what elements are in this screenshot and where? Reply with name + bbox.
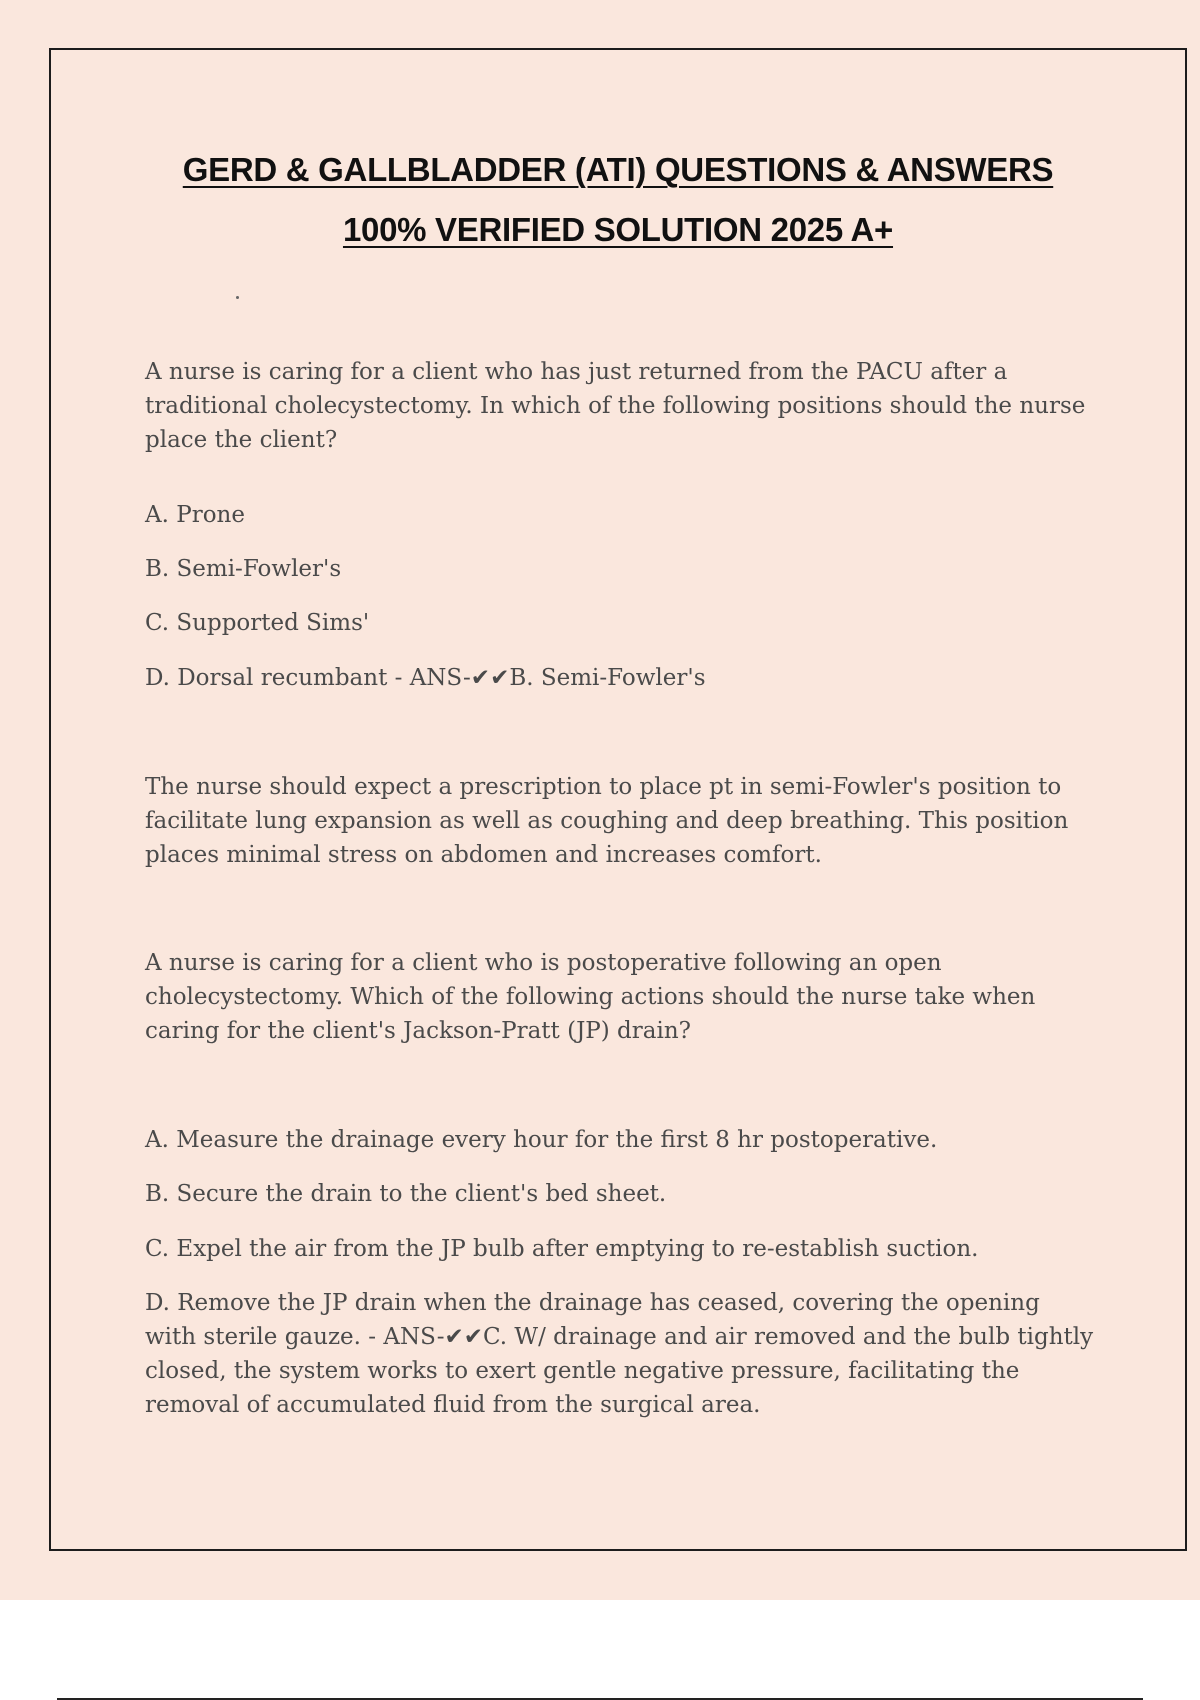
title-line-2: 100% VERIFIED SOLUTION 2025 A+	[342, 211, 894, 248]
question-2-option-b: B. Secure the drain to the client's bed sheet.	[145, 1181, 667, 1207]
question-2-option-a: A. Measure the drainage every hour for the first 8 hr postoperative.	[145, 1127, 938, 1153]
question-1-stem: A nurse is caring for a client who has just returned from the PACU after a traditional cholecystectomy. In which of the following positions should the nurse place the client?	[145, 359, 1086, 453]
question-1-option-a: A. Prone	[145, 502, 245, 528]
question-2-option-d-answer: D. Remove the JP drain when the drainage has ceased, covering the opening with sterile gauze. - ANS-✔✔C. W/ drainage and air removed and the bulb tightly closed, the system works to exert gentle negative pressure, facilitating the removal of accumulated fluid from the surgical area.	[145, 1290, 1094, 1418]
stray-dot	[236, 296, 239, 299]
question-1-rationale: The nurse should expect a prescription to place pt in semi-Fowler's position to facilitate lung expansion as well as coughing and deep breathing. This position places minimal stress on abdomen and increases comfort.	[145, 774, 1069, 868]
title-line-1: GERD & GALLBLADDER (ATI) QUESTIONS & ANSWERS	[182, 151, 1054, 188]
question-1-option-d-answer: D. Dorsal recumbant - ANS-✔✔B. Semi-Fowler's	[145, 665, 706, 691]
question-2-option-c: C. Expel the air from the JP bulb after emptying to re-establish suction.	[145, 1236, 979, 1262]
question-1-option-c: C. Supported Sims'	[145, 610, 370, 636]
document-title	[0, 140, 1200, 260]
question-1-option-b: B. Semi-Fowler's	[145, 556, 342, 582]
question-2-stem: A nurse is caring for a client who is postoperative following an open cholecystectomy. Which of the following actions should the nurse take when caring for the client's Jackson-Pratt (JP) drain?	[145, 950, 1036, 1044]
